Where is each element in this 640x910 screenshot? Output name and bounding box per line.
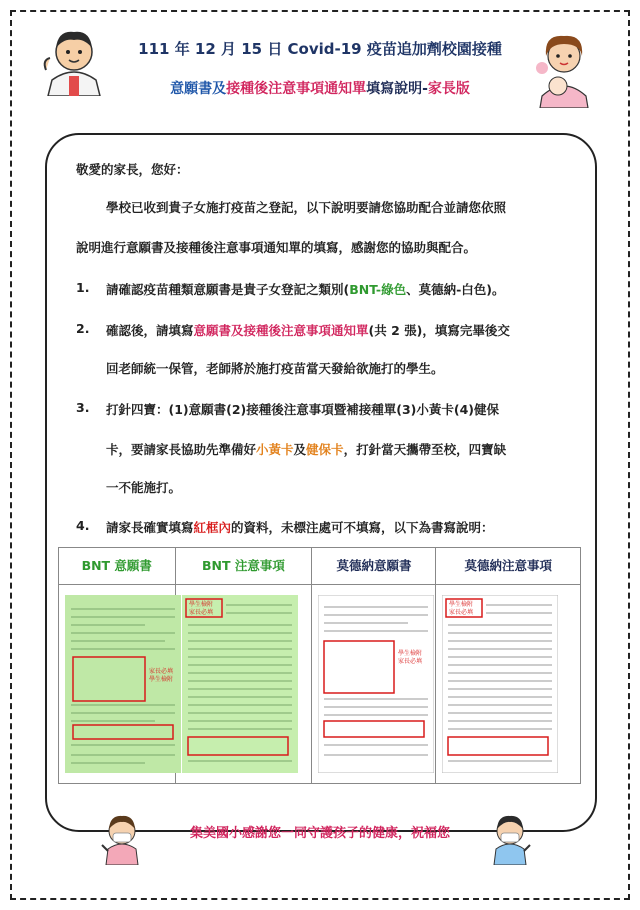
item-2-number: 2. [76, 321, 90, 336]
footer-message: 集美國小感謝您一同守護孩子的健康，祝福您 [189, 826, 450, 841]
item-3-line-3: 一不能施打。 [106, 480, 182, 495]
item-1-end: )。 [486, 282, 505, 297]
moderna-notice-form-thumbnail [442, 595, 558, 773]
card-image-moderna-notice [436, 585, 581, 784]
intro-line-2: 說明進行意願書及接種後注意事項通知單的填寫，感謝您的協助與配合。 [76, 240, 477, 255]
item-4-text-a: 請家長確實填寫 [106, 520, 194, 535]
svg-text:家長必填: 家長必填 [398, 658, 423, 665]
item-1-text [106, 280, 505, 298]
item-4-number: 4. [76, 518, 90, 533]
item-3-number: 3. [76, 400, 90, 415]
svg-text:學生檢附: 學生檢附 [449, 601, 474, 608]
card-header-bnt-notice: BNT 注意事項 [175, 548, 312, 585]
subtitle-part-notice: 接種後注意事項通知單 [226, 81, 367, 97]
svg-text:學生檢附: 學生檢附 [188, 601, 213, 608]
card-image-moderna-consent [312, 585, 436, 784]
item-3-line-1: 打針四寶：(1)意願書(2)接種後注意事項暨補接種單(3)小黃卡(4)健保 [106, 402, 499, 417]
greeting: 敬愛的家長，您好： [76, 162, 189, 177]
svg-text:學生檢附: 學生檢附 [149, 676, 174, 683]
item-3-and: 及 [293, 442, 307, 457]
page-subtitle [0, 78, 640, 98]
item-3-line-2-b: ，打針當天攜帶至校，四寶缺 [343, 442, 507, 457]
card-image-bnt-consent [59, 585, 176, 784]
item-1-moderna: 、莫德納-白色 [406, 282, 487, 297]
card-header-moderna-notice: 莫德納注意事項 [436, 548, 581, 585]
item-1-text-a: 請確認疫苗種類意願書是貴子女登記之類別( [106, 282, 350, 297]
bnt-consent-form-thumbnail [65, 595, 181, 773]
subtitle-part-instruction: 填寫說明- [366, 81, 428, 97]
card-header-bnt-consent: BNT 意願書 [59, 548, 176, 585]
card-image-bnt-notice [175, 585, 312, 784]
svg-text:家長必填: 家長必填 [188, 609, 213, 616]
subtitle-part-consent: 意願書及 [170, 81, 227, 97]
item-1-number: 1. [76, 280, 90, 295]
item-3-health-card: 健保卡 [306, 442, 344, 457]
item-3-line-2 [106, 440, 506, 458]
item-2-text [106, 321, 510, 339]
item-2-highlight: 意願書及接種後注意事項通知單 [193, 323, 369, 338]
form-samples-table [58, 547, 581, 784]
item-4-text-b: 的資料，未標注處可不填寫，以下為書寫說明： [231, 520, 494, 535]
item-1-bnt-green: BNT-綠色 [349, 282, 407, 297]
page-title: 111 年 12 月 15 日 Covid-19 疫苗追加劑校園接種 [138, 40, 502, 58]
item-4-red-frame: 紅框內 [193, 520, 232, 535]
item-3-yellow-card: 小黃卡 [256, 442, 294, 457]
moderna-consent-form-thumbnail [318, 595, 434, 773]
item-2-text-a: 確認後，請填寫 [106, 323, 194, 338]
intro-line-1: 學校已收到貴子女施打疫苗之登記，以下說明要請您協助配合並請您依照 [106, 200, 507, 215]
item-3-line-2-a: 卡，要請家長協助先準備好 [106, 442, 257, 457]
svg-text:學生檢附: 學生檢附 [398, 650, 423, 657]
item-2-line-2: 回老師統一保管，老師將於施打疫苗當天發給欲施打的學生。 [106, 361, 444, 376]
item-4-text [106, 518, 494, 536]
svg-text:家長必填: 家長必填 [449, 609, 474, 616]
card-header-moderna-consent: 莫德納意願書 [312, 548, 436, 585]
svg-text:家長必填: 家長必填 [149, 668, 174, 675]
subtitle-part-parent: 家長版 [427, 81, 470, 97]
bnt-notice-form-thumbnail [182, 595, 298, 773]
item-2-text-b: (共 2 張)，填寫完畢後交 [368, 323, 510, 338]
